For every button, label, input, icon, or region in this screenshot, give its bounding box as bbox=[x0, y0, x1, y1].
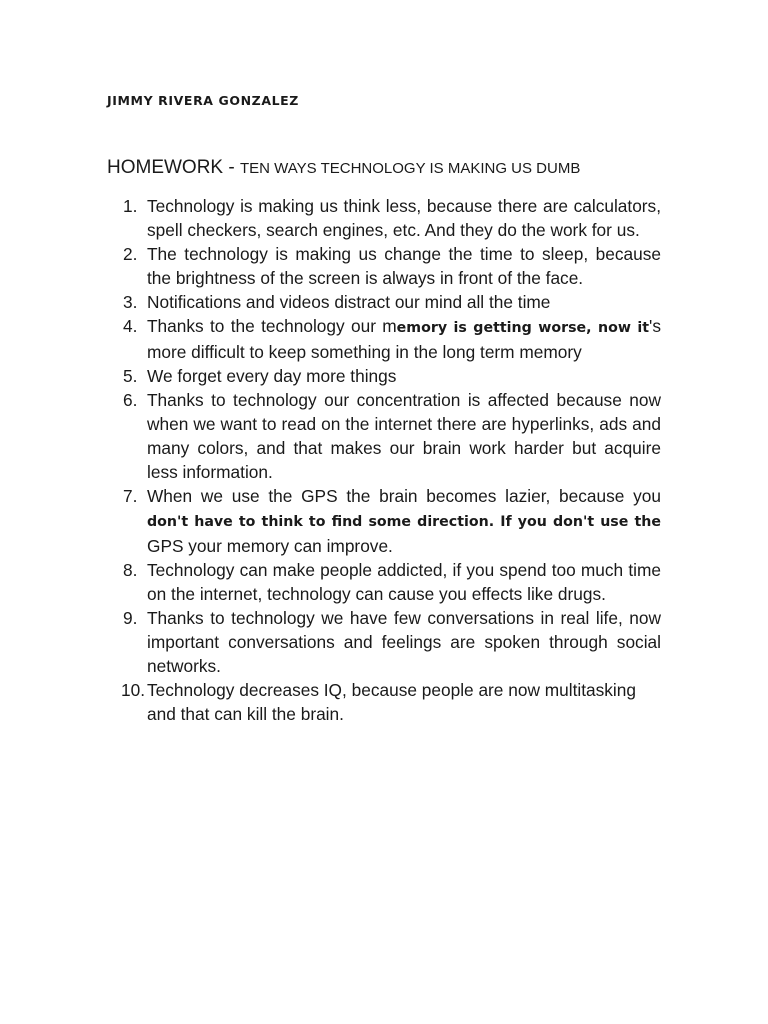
title-prefix: HOMEWORK - bbox=[107, 157, 240, 178]
item-text-part: When we use the GPS the brain becomes lazier, because you bbox=[147, 486, 661, 506]
list-item bbox=[123, 242, 661, 290]
item-number: 4. bbox=[123, 316, 138, 336]
list-item bbox=[123, 194, 661, 242]
item-text bbox=[147, 314, 661, 364]
list-item bbox=[123, 484, 661, 558]
item-text: We forget every day more things bbox=[147, 366, 397, 386]
item-number: 9. bbox=[123, 608, 138, 628]
item-number: 6. bbox=[123, 390, 138, 410]
item-text: The technology is making us change the time to sleep, because the brightness of the screen is always in front of the face. bbox=[147, 244, 661, 288]
list-item bbox=[123, 364, 661, 388]
item-text-part: GPS your memory can improve. bbox=[147, 536, 393, 556]
item-number: 3. bbox=[123, 292, 138, 312]
item-number: 2. bbox=[123, 244, 138, 264]
item-text-bold-part: emory is getting worse, now it bbox=[396, 320, 650, 336]
item-text bbox=[147, 484, 661, 558]
list-item bbox=[123, 290, 661, 314]
list-item bbox=[123, 314, 661, 364]
list-item bbox=[121, 678, 661, 726]
title-text: TEN WAYS TECHNOLOGY IS MAKING US DUMB bbox=[240, 160, 581, 177]
item-text: Technology is making us think less, because there are calculators, spell checkers, search engines, etc. And they do the work for us. bbox=[147, 196, 661, 240]
item-number: 10. bbox=[121, 680, 146, 700]
item-text-bold-part: don't have to think to find some direction. If you don't use the bbox=[147, 514, 661, 530]
item-text: Technology decreases IQ, because people are now multitasking and that can kill the brain. bbox=[147, 680, 636, 724]
item-text-part: Thanks to the technology our m bbox=[147, 316, 397, 336]
item-text: Notifications and videos distract our mind all the time bbox=[147, 292, 551, 312]
item-text: Technology can make people addicted, if you spend too much time on the internet, technology can cause you effects like drugs. bbox=[147, 560, 661, 604]
item-number: 7. bbox=[123, 486, 138, 506]
list-item bbox=[123, 388, 661, 484]
item-number: 8. bbox=[123, 560, 138, 580]
list-item bbox=[123, 606, 661, 678]
page-title bbox=[107, 157, 580, 179]
author-name: JIMMY RIVERA GONZALEZ bbox=[107, 93, 299, 108]
item-text: Thanks to technology our concentration is affected because now when we want to read on the internet there are hyperlinks, ads and many colors, and that makes our brain work harder but acquire less information. bbox=[147, 390, 661, 482]
list-item bbox=[123, 558, 661, 606]
item-text-part: 's more difficult to keep something in the long term memory bbox=[147, 316, 661, 362]
homework-list bbox=[121, 194, 661, 726]
item-number: 1. bbox=[123, 196, 138, 216]
item-number: 5. bbox=[123, 366, 138, 386]
item-text: Thanks to technology we have few conversations in real life, now important conversations and feelings are spoken through social networks. bbox=[147, 608, 661, 676]
